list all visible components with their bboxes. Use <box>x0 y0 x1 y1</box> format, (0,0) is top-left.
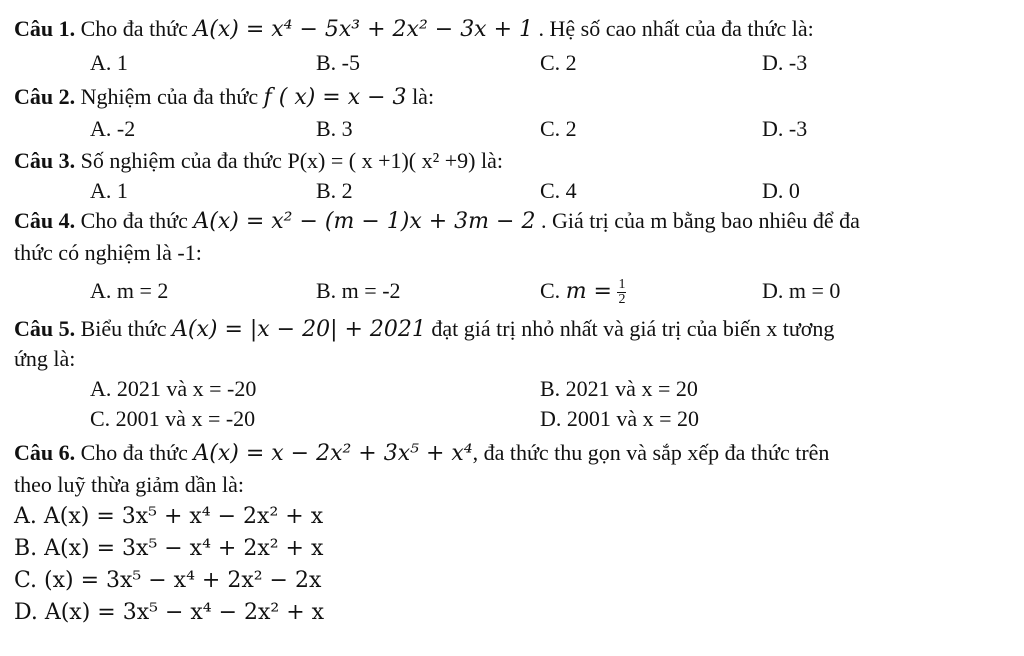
option-c: C. 2 <box>540 116 577 141</box>
question-text-after: đạt giá trị nhỏ nhất và giá trị của biến x tương <box>431 316 835 341</box>
option-d: D. 0 <box>762 178 800 203</box>
question-text: Số nghiệm của đa thức <box>80 148 282 173</box>
question-1 <box>14 14 814 45</box>
option-b: B. 2 <box>316 178 353 203</box>
question-label: Câu 1. <box>14 16 76 41</box>
question-label: Câu 3. <box>14 148 76 173</box>
question-label: Câu 2. <box>14 84 76 109</box>
option-a: A. 1 <box>90 50 128 75</box>
question-expression: P(x) = ( x +1)( x² +9) <box>287 148 476 173</box>
option-c: C. 2001 và x = -20 <box>90 406 256 431</box>
question-text-after: . Hệ số cao nhất của đa thức là: <box>538 16 814 41</box>
option-d: D. 2001 và x = 20 <box>540 406 700 431</box>
question-text: Cho đa thức <box>80 208 188 233</box>
option-a: A. 1 <box>90 178 128 203</box>
option-d: D. -3 <box>762 116 808 141</box>
option-c: C. 2 <box>540 50 577 75</box>
question-label: Câu 4. <box>14 208 76 233</box>
option-a: A. 2021 và x = -20 <box>90 376 257 401</box>
question-text: Nghiệm của đa thức <box>80 84 259 109</box>
option-b: B. -5 <box>316 50 360 75</box>
option-b: B. m = -2 <box>316 278 401 303</box>
question-5 <box>14 314 834 345</box>
option-c: C. (x) = 3x⁵ − x⁴ + 2x² − 2x <box>14 568 322 593</box>
question-text-after: là: <box>412 84 435 109</box>
question-text: Cho đa thức <box>80 16 188 41</box>
option-c: C. 4 <box>540 178 577 203</box>
question-expression: f ( x) = x − 3 <box>263 85 407 110</box>
question-text: Cho đa thức <box>80 440 188 465</box>
question-4 <box>14 206 860 237</box>
option-a: A. -2 <box>90 116 136 141</box>
question-label: Câu 5. <box>14 316 76 341</box>
option-a: A. A(x) = 3x⁵ + x⁴ − 2x² + x <box>14 504 324 529</box>
question-4-continuation: thức có nghiệm là -1: <box>14 240 202 265</box>
option-d: D. m = 0 <box>762 278 841 303</box>
question-expression: A(x) = x − 2x² + 3x⁵ + x⁴ <box>193 441 473 466</box>
fraction-numerator: 1 <box>618 277 626 293</box>
question-2 <box>14 82 434 113</box>
question-text: Biểu thức <box>80 316 167 341</box>
question-expression: A(x) = |x − 20| + 2021 <box>171 317 426 342</box>
fraction-denominator: 2 <box>618 292 626 308</box>
question-text-after: , đa thức thu gọn và sắp xếp đa thức trên <box>472 440 830 465</box>
question-text-after: . Giá trị của m bằng bao nhiêu để đa <box>540 208 860 233</box>
option-b: B. 2021 và x = 20 <box>540 376 698 401</box>
question-expression: A(x) = x² − (m − 1)x + 3m − 2 <box>193 209 536 234</box>
question-label: Câu 6. <box>14 440 76 465</box>
question-6 <box>14 438 829 469</box>
option-c-prefix: C. <box>540 278 561 303</box>
option-b: B. A(x) = 3x⁵ − x⁴ + 2x² + x <box>14 536 324 561</box>
option-c <box>540 276 626 307</box>
option-c-variable: m = <box>565 279 612 304</box>
option-b: B. 3 <box>316 116 353 141</box>
question-text-after: là: <box>480 148 503 173</box>
option-a: A. m = 2 <box>90 278 169 303</box>
option-d: D. A(x) = 3x⁵ − x⁴ − 2x² + x <box>14 600 325 625</box>
question-expression: A(x) = x⁴ − 5x³ + 2x² − 3x + 1 <box>193 17 534 42</box>
question-6-continuation: theo luỹ thừa giảm dần là: <box>14 472 245 497</box>
fraction <box>617 278 626 307</box>
option-d: D. -3 <box>762 50 808 75</box>
question-5-continuation: ứng là: <box>14 346 76 371</box>
question-3 <box>14 146 503 176</box>
